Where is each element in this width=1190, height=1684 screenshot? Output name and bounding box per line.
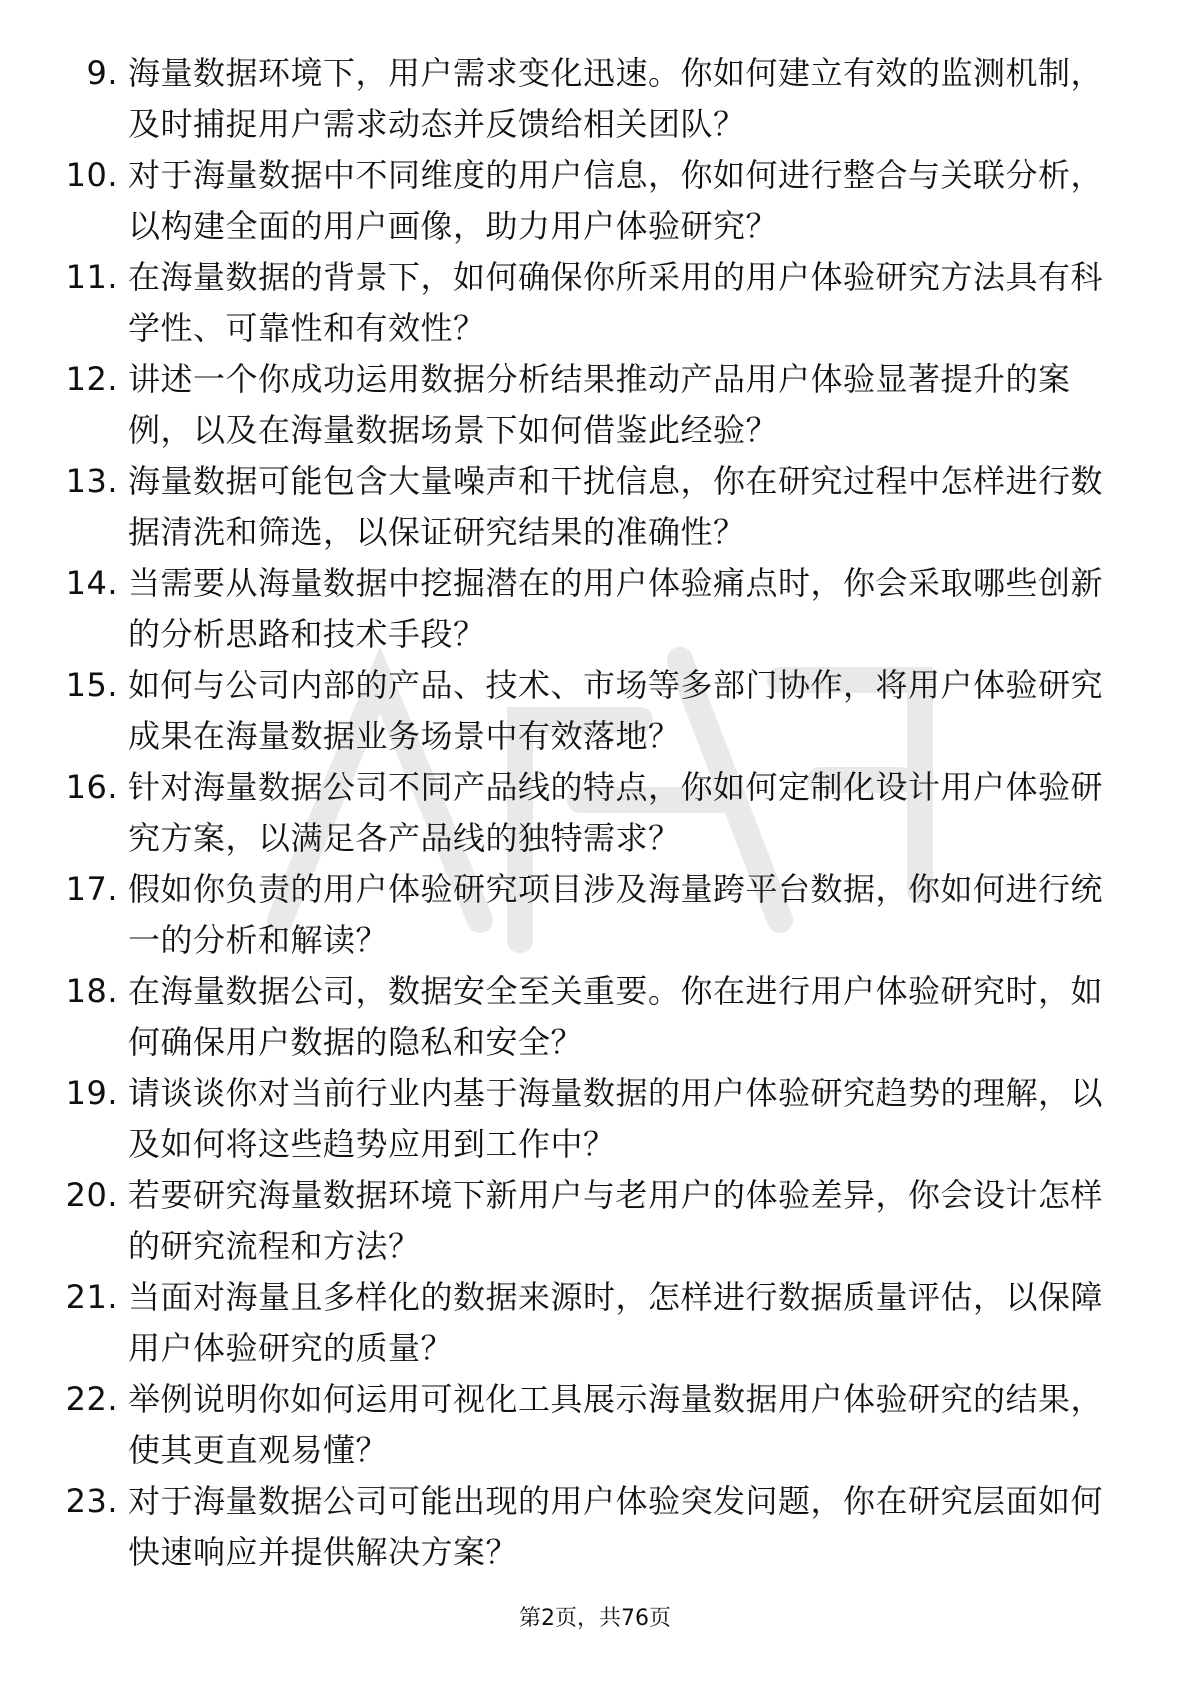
list-item xyxy=(60,1170,1120,1272)
list-item xyxy=(60,660,1120,762)
question-text: 海量数据环境下，用户需求变化迅速。你如何建立有效的监测机制，及时捕捉用户需求动态并反馈给相关团队？ xyxy=(128,54,1104,143)
question-text: 若要研究海量数据环境下新用户与老用户的体验差异，你会设计怎样的研究流程和方法？ xyxy=(128,1176,1104,1265)
question-number: 14. xyxy=(65,564,118,602)
question-number: 13. xyxy=(65,462,118,500)
question-text: 海量数据可能包含大量噪声和干扰信息，你在研究过程中怎样进行数据清洗和筛选，以保证研究结果的准确性？ xyxy=(128,462,1104,551)
question-number: 20. xyxy=(65,1176,118,1214)
list-item xyxy=(60,456,1120,558)
list-item xyxy=(60,864,1120,966)
list-item xyxy=(60,1272,1120,1374)
question-number: 17. xyxy=(65,870,118,908)
question-text: 请谈谈你对当前行业内基于海量数据的用户体验研究趋势的理解，以及如何将这些趋势应用到工作中？ xyxy=(128,1074,1104,1163)
page-number-label: 第2页，共76页 xyxy=(519,1606,671,1631)
question-number: 23. xyxy=(65,1482,118,1520)
question-text: 讲述一个你成功运用数据分析结果推动产品用户体验显著提升的案例，以及在海量数据场景下如何借鉴此经验？ xyxy=(128,360,1071,449)
question-text: 在海量数据的背景下，如何确保你所采用的用户体验研究方法具有科学性、可靠性和有效性？ xyxy=(128,258,1104,347)
list-item xyxy=(60,48,1120,150)
question-number: 15. xyxy=(65,666,118,704)
question-number: 10. xyxy=(65,156,118,194)
list-item xyxy=(60,354,1120,456)
question-list xyxy=(60,48,1120,1578)
question-number: 22. xyxy=(65,1380,118,1418)
list-item xyxy=(60,1476,1120,1578)
list-item xyxy=(60,1374,1120,1476)
question-text: 如何与公司内部的产品、技术、市场等多部门协作，将用户体验研究成果在海量数据业务场景中有效落地？ xyxy=(128,666,1104,755)
question-text: 对于海量数据公司可能出现的用户体验突发问题，你在研究层面如何快速响应并提供解决方案？ xyxy=(128,1482,1104,1571)
question-number: 18. xyxy=(65,972,118,1010)
page-footer xyxy=(0,1604,1190,1634)
question-text: 在海量数据公司，数据安全至关重要。你在进行用户体验研究时，如何确保用户数据的隐私和安全？ xyxy=(128,972,1104,1061)
question-number: 21. xyxy=(65,1278,118,1316)
list-item xyxy=(60,1068,1120,1170)
question-number: 11. xyxy=(65,258,118,296)
question-text: 对于海量数据中不同维度的用户信息，你如何进行整合与关联分析，以构建全面的用户画像，助力用户体验研究？ xyxy=(128,156,1104,245)
question-text: 举例说明你如何运用可视化工具展示海量数据用户体验研究的结果，使其更直观易懂？ xyxy=(128,1380,1104,1469)
question-text: 假如你负责的用户体验研究项目涉及海量跨平台数据，你如何进行统一的分析和解读？ xyxy=(128,870,1104,959)
question-text: 针对海量数据公司不同产品线的特点，你如何定制化设计用户体验研究方案，以满足各产品线的独特需求？ xyxy=(128,768,1104,857)
list-item xyxy=(60,252,1120,354)
question-number: 9. xyxy=(86,54,118,92)
list-item xyxy=(60,150,1120,252)
list-item xyxy=(60,762,1120,864)
question-number: 12. xyxy=(65,360,118,398)
question-number: 16. xyxy=(65,768,118,806)
list-item xyxy=(60,966,1120,1068)
question-text: 当需要从海量数据中挖掘潜在的用户体验痛点时，你会采取哪些创新的分析思路和技术手段？ xyxy=(128,564,1104,653)
question-number: 19. xyxy=(65,1074,118,1112)
list-item xyxy=(60,558,1120,660)
question-text: 当面对海量且多样化的数据来源时，怎样进行数据质量评估，以保障用户体验研究的质量？ xyxy=(128,1278,1104,1367)
